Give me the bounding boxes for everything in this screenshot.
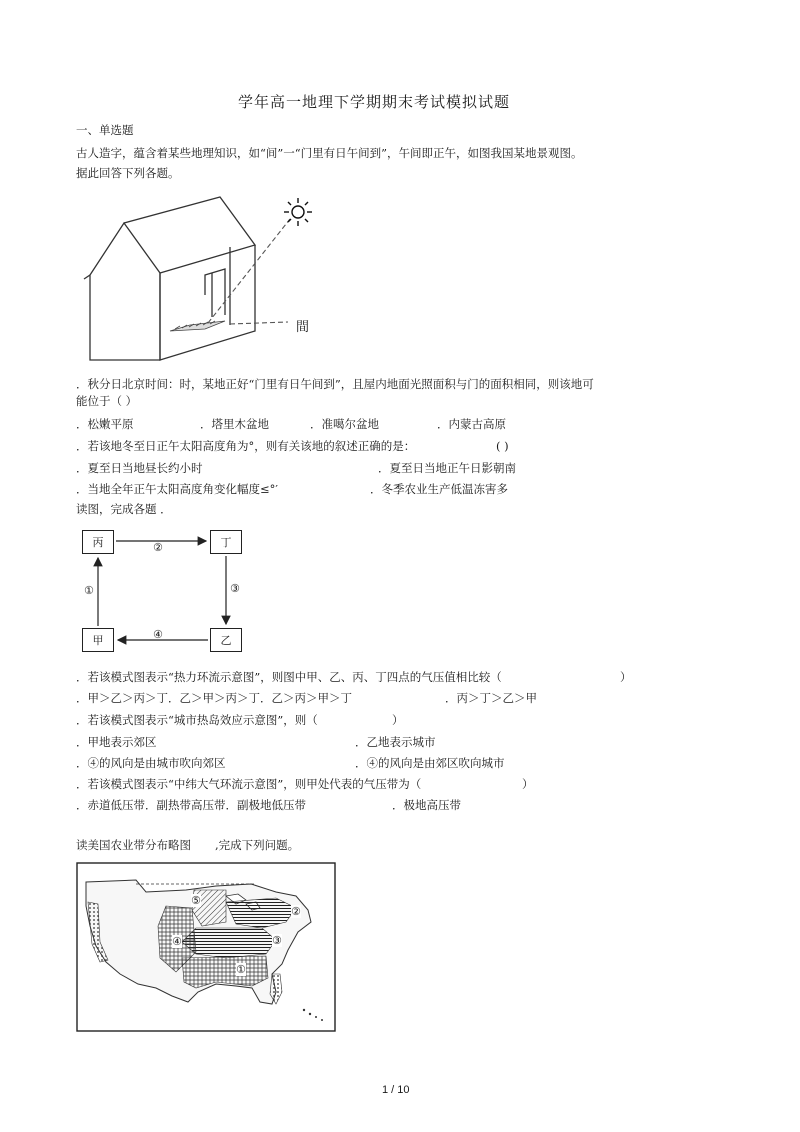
- q5-options-abc[interactable]: ．赤道低压带．副热带高压带．副极地低压带: [76, 798, 306, 812]
- q4-option-b[interactable]: ．乙地表示城市: [355, 735, 436, 749]
- page-number: 1 / 10: [382, 1084, 410, 1096]
- q2-option-b[interactable]: ．夏至日当地正午日影朝南: [378, 461, 516, 475]
- map-label-3: ③: [272, 934, 282, 947]
- section-heading: 一、单选题: [76, 123, 134, 137]
- read-map-prompt-cont: ,完成下列问题。: [215, 838, 300, 852]
- q5-stem: ．若该模式图表示“中纬大气环流示意图”，则甲处代表的气压带为（: [76, 777, 422, 791]
- node-bing: 丙: [82, 530, 114, 554]
- q1-option-b[interactable]: ．塔里木盆地: [200, 417, 269, 431]
- map-label-2: ②: [291, 905, 301, 918]
- q1-option-a[interactable]: ．松嫩平原: [76, 417, 134, 431]
- q3-stem: ．若该模式图表示“热力环流示意图”，则图中甲、乙、丙、丁四点的气压值相比较（: [76, 670, 502, 684]
- us-agriculture-map: [76, 862, 336, 1032]
- node-jia: 甲: [82, 628, 114, 652]
- map-label-4: ④: [172, 935, 182, 948]
- q5-option-d[interactable]: ．极地高压带: [392, 798, 461, 812]
- arrow-label-2: ②: [153, 541, 163, 554]
- q2-option-c[interactable]: ．当地全年正午太阳高度角变化幅度≤°′: [76, 482, 278, 496]
- read-figure-prompt: 读图，完成各题 ．: [76, 502, 172, 516]
- q1-option-d[interactable]: ．内蒙古高原: [437, 417, 506, 431]
- q2-option-a[interactable]: ．夏至日当地昼长约小时: [76, 461, 203, 475]
- q1-stem: ．秋分日北京时间：时，某地正好“门里有日午间到”，且屋内地面光照面积与门的面积相同，则该地可: [76, 377, 594, 391]
- q4-close: ）: [392, 713, 404, 727]
- q3-options-abc[interactable]: ．甲＞乙＞丙＞丁．乙＞甲＞丙＞丁．乙＞丙＞甲＞丁: [76, 691, 352, 705]
- q5-close: ）: [522, 777, 534, 791]
- arrow-label-4: ④: [153, 628, 163, 641]
- arrow-label-1: ①: [84, 584, 94, 597]
- map-label-1: ①: [236, 963, 246, 976]
- arrow-label-3: ③: [230, 582, 240, 595]
- read-map-prompt: 读美国农业带分布略图: [76, 838, 191, 852]
- q4-stem: ．若该模式图表示“城市热岛效应示意图”，则（: [76, 713, 318, 727]
- node-yi: 乙: [210, 628, 242, 652]
- q2-option-d[interactable]: ．冬季农业生产低温冻害多: [370, 482, 508, 496]
- q3-close: ）: [620, 670, 632, 684]
- q4-option-d[interactable]: ．④的风向是由郊区吹向城市: [355, 756, 505, 770]
- q4-option-c[interactable]: ．④的风向是由城市吹向郊区: [76, 756, 226, 770]
- jian-character: 間: [296, 320, 310, 335]
- intro-line-1: 古人造字，蕴含着某些地理知识，如“间”一“门里有日午间到”，午间即正午，如图我国某地景观图。: [76, 146, 583, 160]
- q2-paren: ( ): [496, 439, 509, 453]
- q4-option-a[interactable]: ．甲地表示郊区: [76, 735, 157, 749]
- q2-stem: ．若该地冬至日正午太阳高度角为°，则有关该地的叙述正确的是：: [76, 439, 416, 453]
- node-ding: 丁: [210, 530, 242, 554]
- q1-stem-cont: 能位于（ ）: [76, 394, 138, 408]
- intro-line-2: 据此回答下列各题。: [76, 166, 180, 180]
- q3-option-d[interactable]: ．丙＞丁＞乙＞甲: [445, 691, 537, 705]
- map-label-5: ⑤: [191, 894, 201, 907]
- q1-option-c[interactable]: ．准噶尔盆地: [310, 417, 379, 431]
- page-title: 学年高一地理下学期期末考试模拟试题: [238, 93, 511, 111]
